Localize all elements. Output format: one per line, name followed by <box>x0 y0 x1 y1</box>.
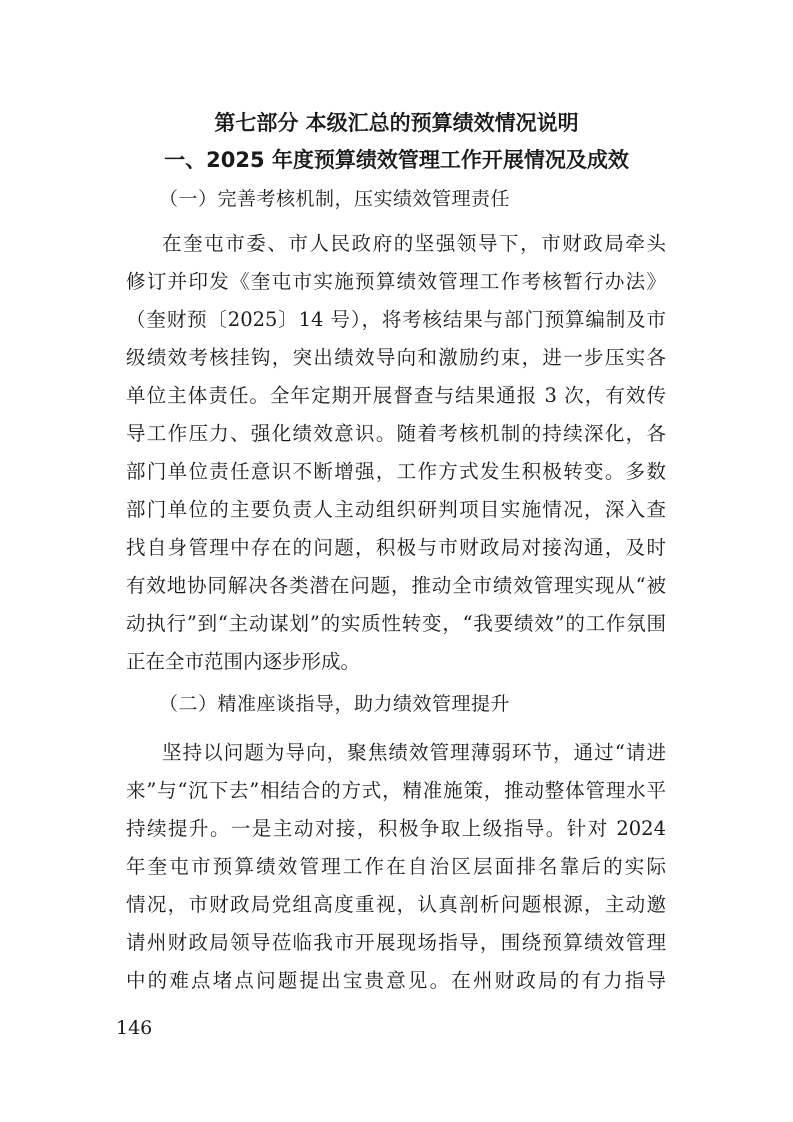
subsection-heading-2: （二）精准座谈指导，助力绩效管理提升 <box>159 693 511 715</box>
paragraph-line: 年奎屯市预算绩效管理工作在自治区层面排名靠后的实际 <box>126 855 666 878</box>
paragraph-2 <box>126 734 666 1000</box>
paragraph-line: 情况，市财政局党组高度重视，认真剖析问题根源，主动邀 <box>126 893 666 916</box>
part-title: 第七部分 本级汇总的预算绩效情况说明 <box>214 111 579 135</box>
paragraph-line: 级绩效考核挂钩，突出绩效导向和激励约束，进一步压实各 <box>126 346 666 369</box>
page-number: 146 <box>116 1017 153 1039</box>
paragraph-line: 在奎屯市委、市人民政府的坚强领导下，市财政局牵头 <box>162 232 666 255</box>
paragraph-line: 单位主体责任。全年定期开展督查与结果通报 3 次，有效传 <box>126 384 666 407</box>
paragraph-line: 来”与“沉下去”相结合的方式，精准施策，推动整体管理水平 <box>126 779 666 802</box>
paragraph-line: 修订并印发《奎屯市实施预算绩效管理工作考核暂行办法》 <box>126 270 666 293</box>
paragraph-line: 中的难点堵点问题提出宝贵意见。在州财政局的有力指导 <box>126 969 666 992</box>
paragraph-line: 动执行”到“主动谋划”的实质性转变，“我要绩效”的工作氛围 <box>126 612 666 635</box>
subsection-heading-1: （一）完善考核机制，压实绩效管理责任 <box>159 188 511 210</box>
paragraph-line: 请州财政局领导莅临我市开展现场指导，围绕预算绩效管理 <box>126 931 666 954</box>
paragraph-line: （奎财预〔2025〕14 号），将考核结果与部门预算编制及市 <box>126 308 666 331</box>
paragraph-line: 坚持以问题为导向，聚焦绩效管理薄弱环节，通过“请进 <box>162 741 666 764</box>
paragraph-line: 持续提升。一是主动对接，积极争取上级指导。针对 2024 <box>126 817 666 840</box>
paragraph-line: 正在全市范围内逐步形成。 <box>126 650 361 673</box>
paragraph-line: 找自身管理中存在的问题，积极与市财政局对接沟通，及时 <box>126 536 666 559</box>
section-title: 一、2025 年度预算绩效管理工作开展情况及成效 <box>164 148 629 172</box>
paragraph-line: 部门单位责任意识不断增强，工作方式发生积极转变。多数 <box>126 460 666 483</box>
paragraph-line: 导工作压力、强化绩效意识。随着考核机制的持续深化，各 <box>126 422 666 445</box>
paragraph-line: 有效地协同解决各类潜在问题，推动全市绩效管理实现从“被 <box>126 574 666 597</box>
paragraph-line: 部门单位的主要负责人主动组织研判项目实施情况，深入查 <box>126 498 666 521</box>
paragraph-1 <box>126 225 666 681</box>
